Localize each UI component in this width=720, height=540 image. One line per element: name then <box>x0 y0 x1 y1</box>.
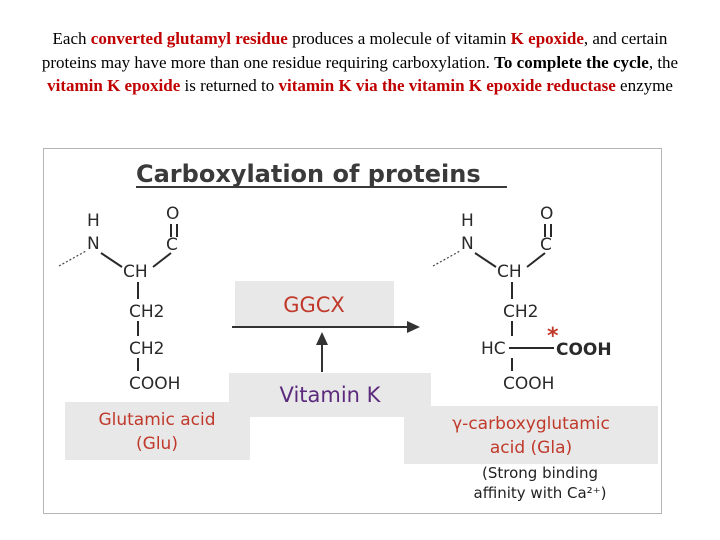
carboxylation-star: * <box>547 324 559 349</box>
right-atom-ch: CH <box>497 262 522 282</box>
highlight-reductase: vitamin K via the vitamin K epoxide reductase <box>278 76 616 95</box>
cofactor-arrow-head <box>316 332 328 345</box>
glutamic-acid-structure <box>59 204 180 394</box>
left-atom-ch2-a: CH2 <box>129 302 165 322</box>
gla-name: γ-carboxyglutamic <box>452 414 610 434</box>
left-chain-dash <box>59 251 86 266</box>
carboxylation-figure <box>43 148 662 514</box>
reaction-arrow-head <box>407 321 420 333</box>
highlight-converted-glutamyl: converted glutamyl residue <box>90 29 288 48</box>
left-atom-ch: CH <box>123 262 148 282</box>
glu-abbrev: (Glu) <box>136 434 178 454</box>
binding-note-line1: (Strong binding <box>482 464 598 482</box>
carboxylation-diagram <box>44 149 661 513</box>
gla-structure <box>433 204 612 394</box>
gla-abbrev: acid (Gla) <box>489 438 573 458</box>
right-atom-o: O <box>540 204 554 224</box>
right-atom-new-cooh: COOH <box>556 340 612 360</box>
left-n-ch-bond <box>101 253 122 267</box>
left-atom-c: C <box>166 235 178 255</box>
left-atom-h: H <box>87 211 100 231</box>
highlight-complete-cycle: To complete the cycle <box>494 52 649 72</box>
highlight-epoxide: epoxide <box>528 29 584 48</box>
right-atom-ch2: CH2 <box>503 302 539 322</box>
left-atom-ch2-b: CH2 <box>129 339 165 359</box>
right-atom-n: N <box>461 234 474 254</box>
left-atom-o: O <box>166 204 180 224</box>
left-atom-n: N <box>87 234 100 254</box>
figure-title: Carboxylation of proteins <box>136 160 481 188</box>
caption-text: Each converted glutamyl residue produces a molecule of vitamin K epoxide, and certain proteins may have more than one residue requiring carboxylation. To complete the cycle, the vitamin K epoxide is returned to vitamin K via the vitamin K epoxide reductase enzyme <box>41 29 679 95</box>
left-atom-cooh: COOH <box>129 374 181 394</box>
binding-note-line2: affinity with Ca²⁺) <box>473 484 607 502</box>
cofactor-label: Vitamin K <box>279 383 381 407</box>
glu-name: Glutamic acid <box>98 410 216 430</box>
right-atom-hc: HC <box>481 339 506 359</box>
right-chain-dash <box>433 251 460 266</box>
right-n-ch-bond <box>475 253 496 267</box>
left-ch-c-bond <box>153 253 171 267</box>
right-atom-cooh: COOH <box>503 374 555 394</box>
right-atom-h: H <box>461 211 474 231</box>
right-atom-c: C <box>540 235 552 255</box>
right-ch-c-bond <box>527 253 545 267</box>
highlight-vitamin-k-epoxide: vitamin K epoxide <box>47 76 181 95</box>
enzyme-label: GGCX <box>283 293 345 317</box>
